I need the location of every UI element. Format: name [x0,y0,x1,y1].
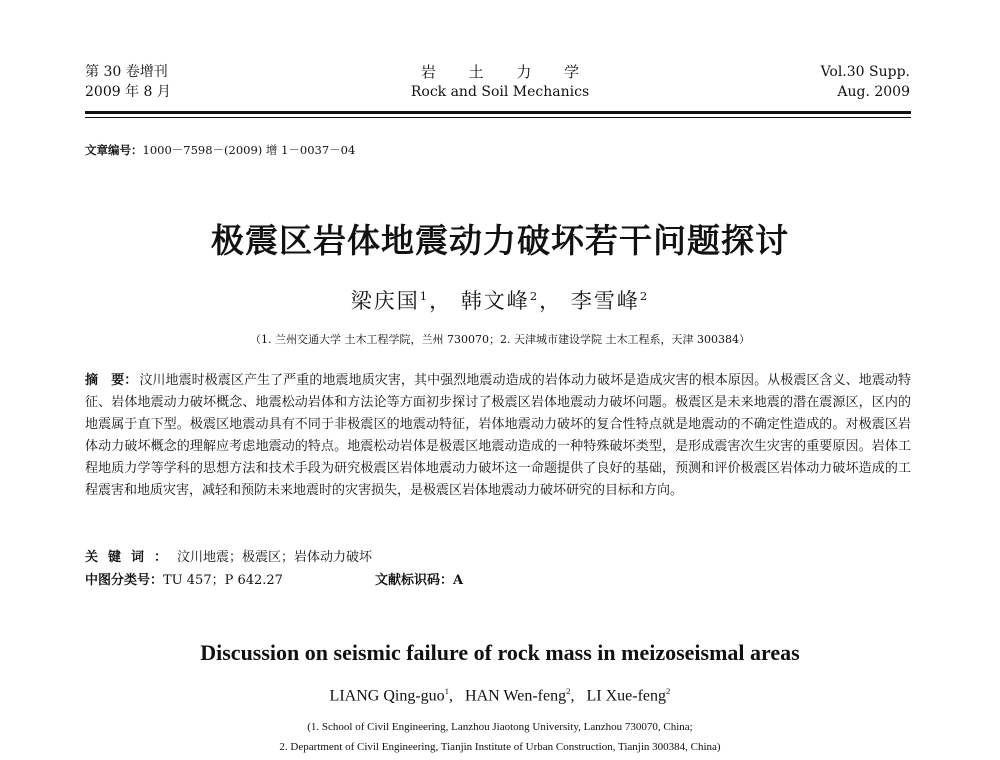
author-en-3-affil: 2 [666,686,671,696]
abstract-cn [85,370,911,502]
author-cn-2: 韩文峰 [460,289,530,313]
paper-title-en: Discussion on seismic failure of rock mass in meizoseismal areas [200,640,800,665]
author-cn-1-affil: 1 [419,289,430,303]
author-cn-3: 李雪峰 [570,289,640,313]
author-en-2-affil: 2 [566,686,571,696]
affiliation-cn: （1. 兰州交通大学 土木工程学院，兰州 730070；2. 天津城市建设学院 土木工程系，天津 300384） [250,333,750,346]
classification-value: TU 457；P 642.27 [163,573,283,588]
author-en-2: HAN Wen-feng [465,687,567,705]
journal-name-en: Rock and Soil Mechanics [410,84,590,100]
keywords [85,546,372,565]
volume-issue: 第 30 卷增刊 [85,64,168,80]
publication-date-en: Aug. 2009 [837,84,910,100]
volume-supp: Vol.30 Supp. [820,64,910,80]
paper-title-cn: 极震区岩体地震动力破坏若干问题探讨 [211,221,789,260]
abstract-label: 摘 要： [85,373,138,388]
keywords-label: 关键词： [85,550,178,565]
abstract-text: 汶川地震时极震区产生了严重的地震地质灾害，其中强烈地震动造成的岩体动力破坏是造成灾害的根本原因。从极震区含义、地震动特征、岩体地震动力破坏概念、地震松动岩体和方法论等方面初步探讨了极震区岩体地震动力破坏问题。极震区是未来地震的潜在震源区，区内的地震属于直下型。极震区地震动具有不同于非极震区的地震动特征，岩体地震动力破坏的复合性特点就是地震动的不确定性造成的。对极震区岩体动力破坏概念的理解应考虑地震动的特点。地震松动岩体是极震区地震动造成的一种特殊破坏类型，是形成震害次生灾害的重要原因。岩体工程地质力学等学科的思想方法和技术手段为研究极震区岩体地震动力破坏这一命题提供了良好的基础，预测和评价极震区岩体动力破坏造成的工程震害和地质灾害，减轻和预防未来地震时的灾害损失，是极震区岩体地震动力破坏研究的目标和方向。 [85,373,911,498]
affiliation-en-2: 2. Department of Civil Engineering, Tianjin Institute of Urban Construction, Tianjin 300384, China) [279,741,721,753]
article-number-label: 文章编号： [85,143,143,157]
author-en-3: LI Xue-feng [586,687,667,705]
author-cn-1: 梁庆国 [350,289,420,313]
author-cn-2-affil: 2 [529,289,540,303]
journal-name-cn: 岩 土 力 学 [420,63,594,81]
affiliation-en-1: (1. School of Civil Engineering, Lanzhou Jiaotong University, Lanzhou 730070, China; [307,721,693,733]
article-number-value: 1000－7598－(2009) 增 1－0037－04 [142,143,356,157]
classification-line [85,569,911,588]
author-en-1-affil: 1 [444,686,450,696]
header-rule-thin [85,117,911,118]
header-rule-thick [85,111,911,114]
authors-en: LIANG Qing-guo$^1$, HAN Wen-feng$^2$, LI Xue-feng$^2$ [329,686,671,705]
keywords-text: 汶川地震；极震区；岩体动力破坏 [177,550,373,565]
journal-volume-info-en [821,62,910,102]
authors-cn: 梁庆国$^1$， 韩文峰$^2$， 李雪峰$^2$ [350,289,650,313]
article-number [85,142,355,158]
document-code-value: A [453,573,464,588]
document-code [375,569,463,588]
author-cn-3-affil: 2 [639,289,650,303]
classification-label: 中图分类号： [85,573,164,588]
publication-date-cn: 2009 年 8 月 [85,84,171,100]
author-en-1: LIANG Qing-guo [329,687,445,705]
document-code-label: 文献标识码： [375,573,454,588]
